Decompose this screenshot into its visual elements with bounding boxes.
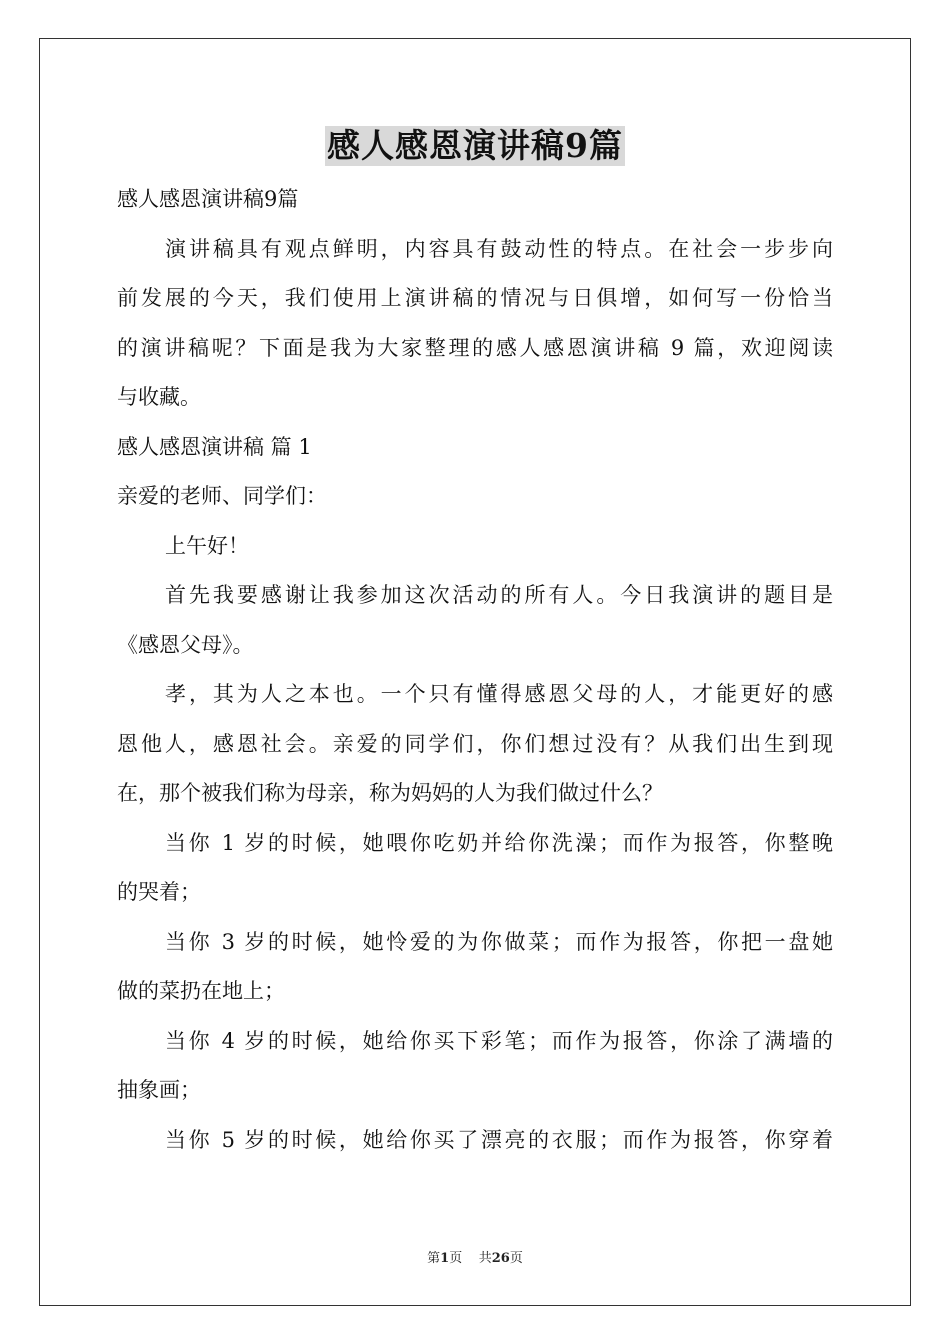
text-line: 演讲稿具有观点鲜明，内容具有鼓动性的特点。在社会一步步向 — [165, 236, 833, 261]
document-title: 感人感恩演讲稿9篇 — [327, 126, 623, 165]
text-line: 的哭着； — [117, 880, 201, 904]
text-line: 孝，其为人之本也。一个只有懂得感恩父母的人，才能更好的感 — [165, 682, 833, 706]
text-line: 在，那个被我们称为母亲，称为妈妈的人为我们做过什么？ — [117, 781, 663, 805]
footer-suffix: 页 — [509, 1251, 523, 1266]
text-line: 做的菜扔在地上； — [117, 979, 285, 1003]
text-line: 感人感恩演讲稿 篇 1 — [117, 434, 312, 459]
text-line: 感人感恩演讲稿9篇 — [117, 187, 299, 211]
text-line: 《感恩父母》。 — [117, 632, 254, 657]
text-line: 首先我要感谢让我参加这次活动的所有人。今日我演讲的题目是 — [165, 583, 833, 607]
footer-prefix: 第 — [427, 1251, 441, 1266]
page-footer — [0, 1247, 950, 1266]
text-line: 当你 3 岁的时候，她怜爱的为你做菜；而作为报答，你把一盘她 — [165, 929, 833, 954]
text-line: 的演讲稿呢？下面是我为大家整理的感人感恩演讲稿 9 篇，欢迎阅读 — [117, 335, 833, 360]
text-line: 恩他人，感恩社会。亲爱的同学们，你们想过没有？从我们出生到现 — [117, 731, 833, 756]
text-line: 前发展的今天，我们使用上演讲稿的情况与日俱增，如何写一份恰当 — [117, 286, 833, 310]
text-line: 亲爱的老师、同学们： — [117, 484, 327, 508]
text-line: 与收藏。 — [117, 385, 201, 409]
footer-middle: 页 共 — [449, 1251, 492, 1266]
text-line: 当你 5 岁的时候，她给你买了漂亮的衣服；而作为报答，你穿着 — [165, 1127, 833, 1152]
footer-total-pages: 26 — [491, 1251, 510, 1266]
document-body — [117, 181, 833, 1171]
footer-page-number: 1 — [440, 1251, 450, 1266]
text-line: 当你 1 岁的时候，她喂你吃奶并给你洗澡；而作为报答，你整晚 — [165, 830, 833, 855]
text-line: 抽象画； — [117, 1078, 201, 1102]
text-line: 上午好！ — [165, 533, 249, 558]
text-line: 当你 4 岁的时候，她给你买下彩笔；而作为报答，你涂了满墙的 — [165, 1028, 833, 1053]
title-container — [0, 126, 950, 166]
